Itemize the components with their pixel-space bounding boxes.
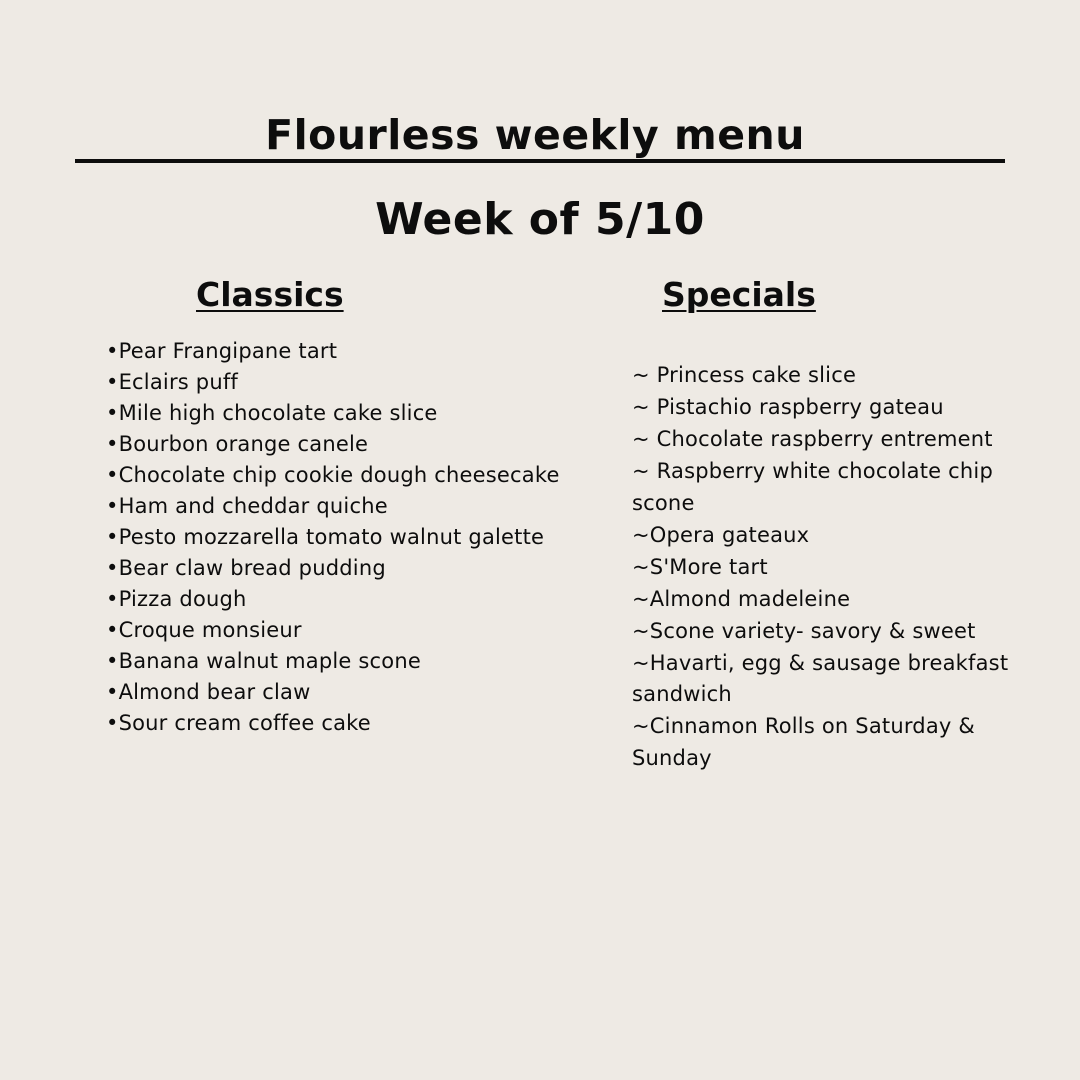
list-item: •Sour cream coffee cake: [106, 711, 371, 735]
list-item: •Bear claw bread pudding: [106, 556, 386, 580]
menu-title: Flourless weekly menu: [265, 111, 805, 159]
classics-list: [106, 336, 596, 739]
list-item: •Pizza dough: [106, 587, 247, 611]
list-item: ~ Pistachio raspberry gateau: [632, 395, 944, 419]
list-item: ~Havarti, egg & sausage breakfast sandwich: [632, 650, 1009, 706]
specials-list: [632, 360, 1042, 775]
list-item: •Bourbon orange canele: [106, 432, 369, 456]
list-item: ~ Raspberry white chocolate chip scone: [632, 459, 993, 515]
list-item: ~Scone variety- savory & sweet: [632, 618, 976, 643]
list-item: •Almond bear claw: [106, 680, 311, 704]
list-item: ~ Chocolate raspberry entrement: [632, 427, 993, 451]
list-item: •Croque monsieur: [106, 618, 302, 642]
list-item: ~Almond madeleine: [632, 586, 851, 611]
week-subtitle: Week of 5/10: [375, 194, 705, 245]
specials-heading: Specials: [662, 275, 816, 314]
list-item: •Banana walnut maple scone: [106, 649, 421, 673]
list-item: •Pesto mozzarella tomato walnut galette: [106, 525, 545, 549]
list-item: ~Cinnamon Rolls on Saturday & Sunday: [632, 714, 975, 770]
list-item: •Pear Frangipane tart: [106, 339, 338, 363]
list-item: •Mile high chocolate cake slice: [106, 401, 438, 425]
list-item: ~S'More tart: [632, 554, 768, 579]
list-item: •Eclairs puff: [106, 370, 239, 394]
list-item: ~Opera gateaux: [632, 522, 810, 547]
list-item: •Chocolate chip cookie dough cheesecake: [106, 463, 560, 487]
list-item: ~ Princess cake slice: [632, 363, 857, 387]
title-divider: [75, 159, 1005, 163]
classics-heading: Classics: [196, 275, 344, 314]
list-item: •Ham and cheddar quiche: [106, 494, 388, 518]
